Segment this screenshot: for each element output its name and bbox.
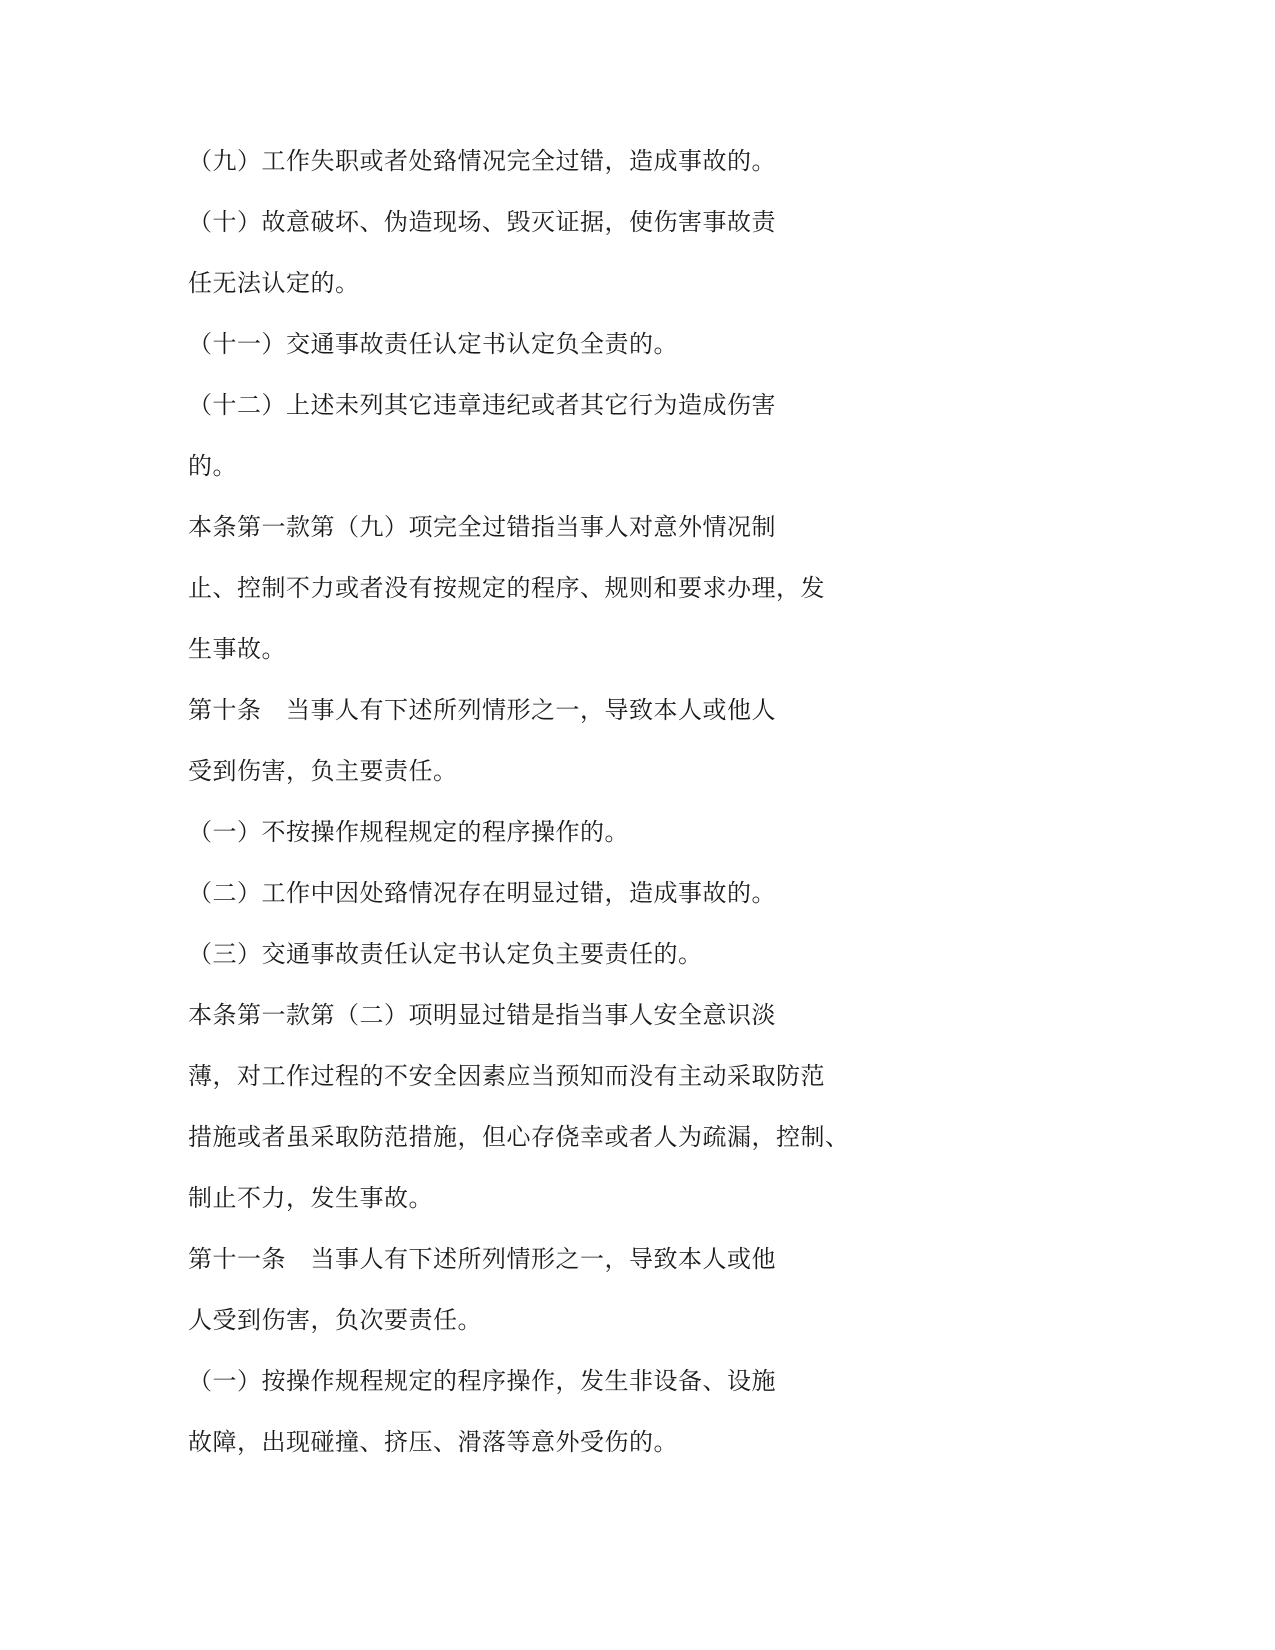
text-line: 受到伤害，负主要责任。 (188, 757, 458, 785)
text-line: 故障，出现碰撞、挤压、滑落等意外受伤的。 (188, 1428, 678, 1456)
text-line: （十）故意破坏、伪造现场、毁灭证据，使伤害事故责 (188, 208, 776, 236)
text-line: 的。 (188, 452, 237, 480)
text-line: 第十一条 当事人有下述所列情形之一，导致本人或他 (188, 1245, 776, 1273)
text-line: （三）交通事故责任认定书认定负主要责任的。 (188, 940, 703, 968)
text-line: 措施或者虽采取防范措施，但心存侥幸或者人为疏漏，控制、 (188, 1123, 850, 1151)
text-line: 人受到伤害，负次要责任。 (188, 1306, 482, 1334)
text-line: 制止不力，发生事故。 (188, 1184, 433, 1212)
text-line: （九）工作失职或者处臵情况完全过错，造成事故的。 (188, 147, 776, 175)
document-body (188, 141, 888, 1483)
text-line: （二）工作中因处臵情况存在明显过错，造成事故的。 (188, 879, 776, 907)
text-line: （十二）上述未列其它违章违纪或者其它行为造成伤害 (188, 391, 776, 419)
text-line: 薄，对工作过程的不安全因素应当预知而没有主动采取防范 (188, 1062, 825, 1090)
text-line: 任无法认定的。 (188, 269, 360, 297)
text-line: 本条第一款第（二）项明显过错是指当事人安全意识淡 (188, 1001, 776, 1029)
text-line: （一）按操作规程规定的程序操作，发生非设备、设施 (188, 1367, 776, 1395)
text-line: 本条第一款第（九）项完全过错指当事人对意外情况制 (188, 513, 776, 541)
text-line: 第十条 当事人有下述所列情形之一，导致本人或他人 (188, 696, 776, 724)
text-line: （一）不按操作规程规定的程序操作的。 (188, 818, 629, 846)
text-line: 生事故。 (188, 635, 286, 663)
text-line: 止、控制不力或者没有按规定的程序、规则和要求办理，发 (188, 574, 825, 602)
text-line: （十一）交通事故责任认定书认定负全责的。 (188, 330, 678, 358)
